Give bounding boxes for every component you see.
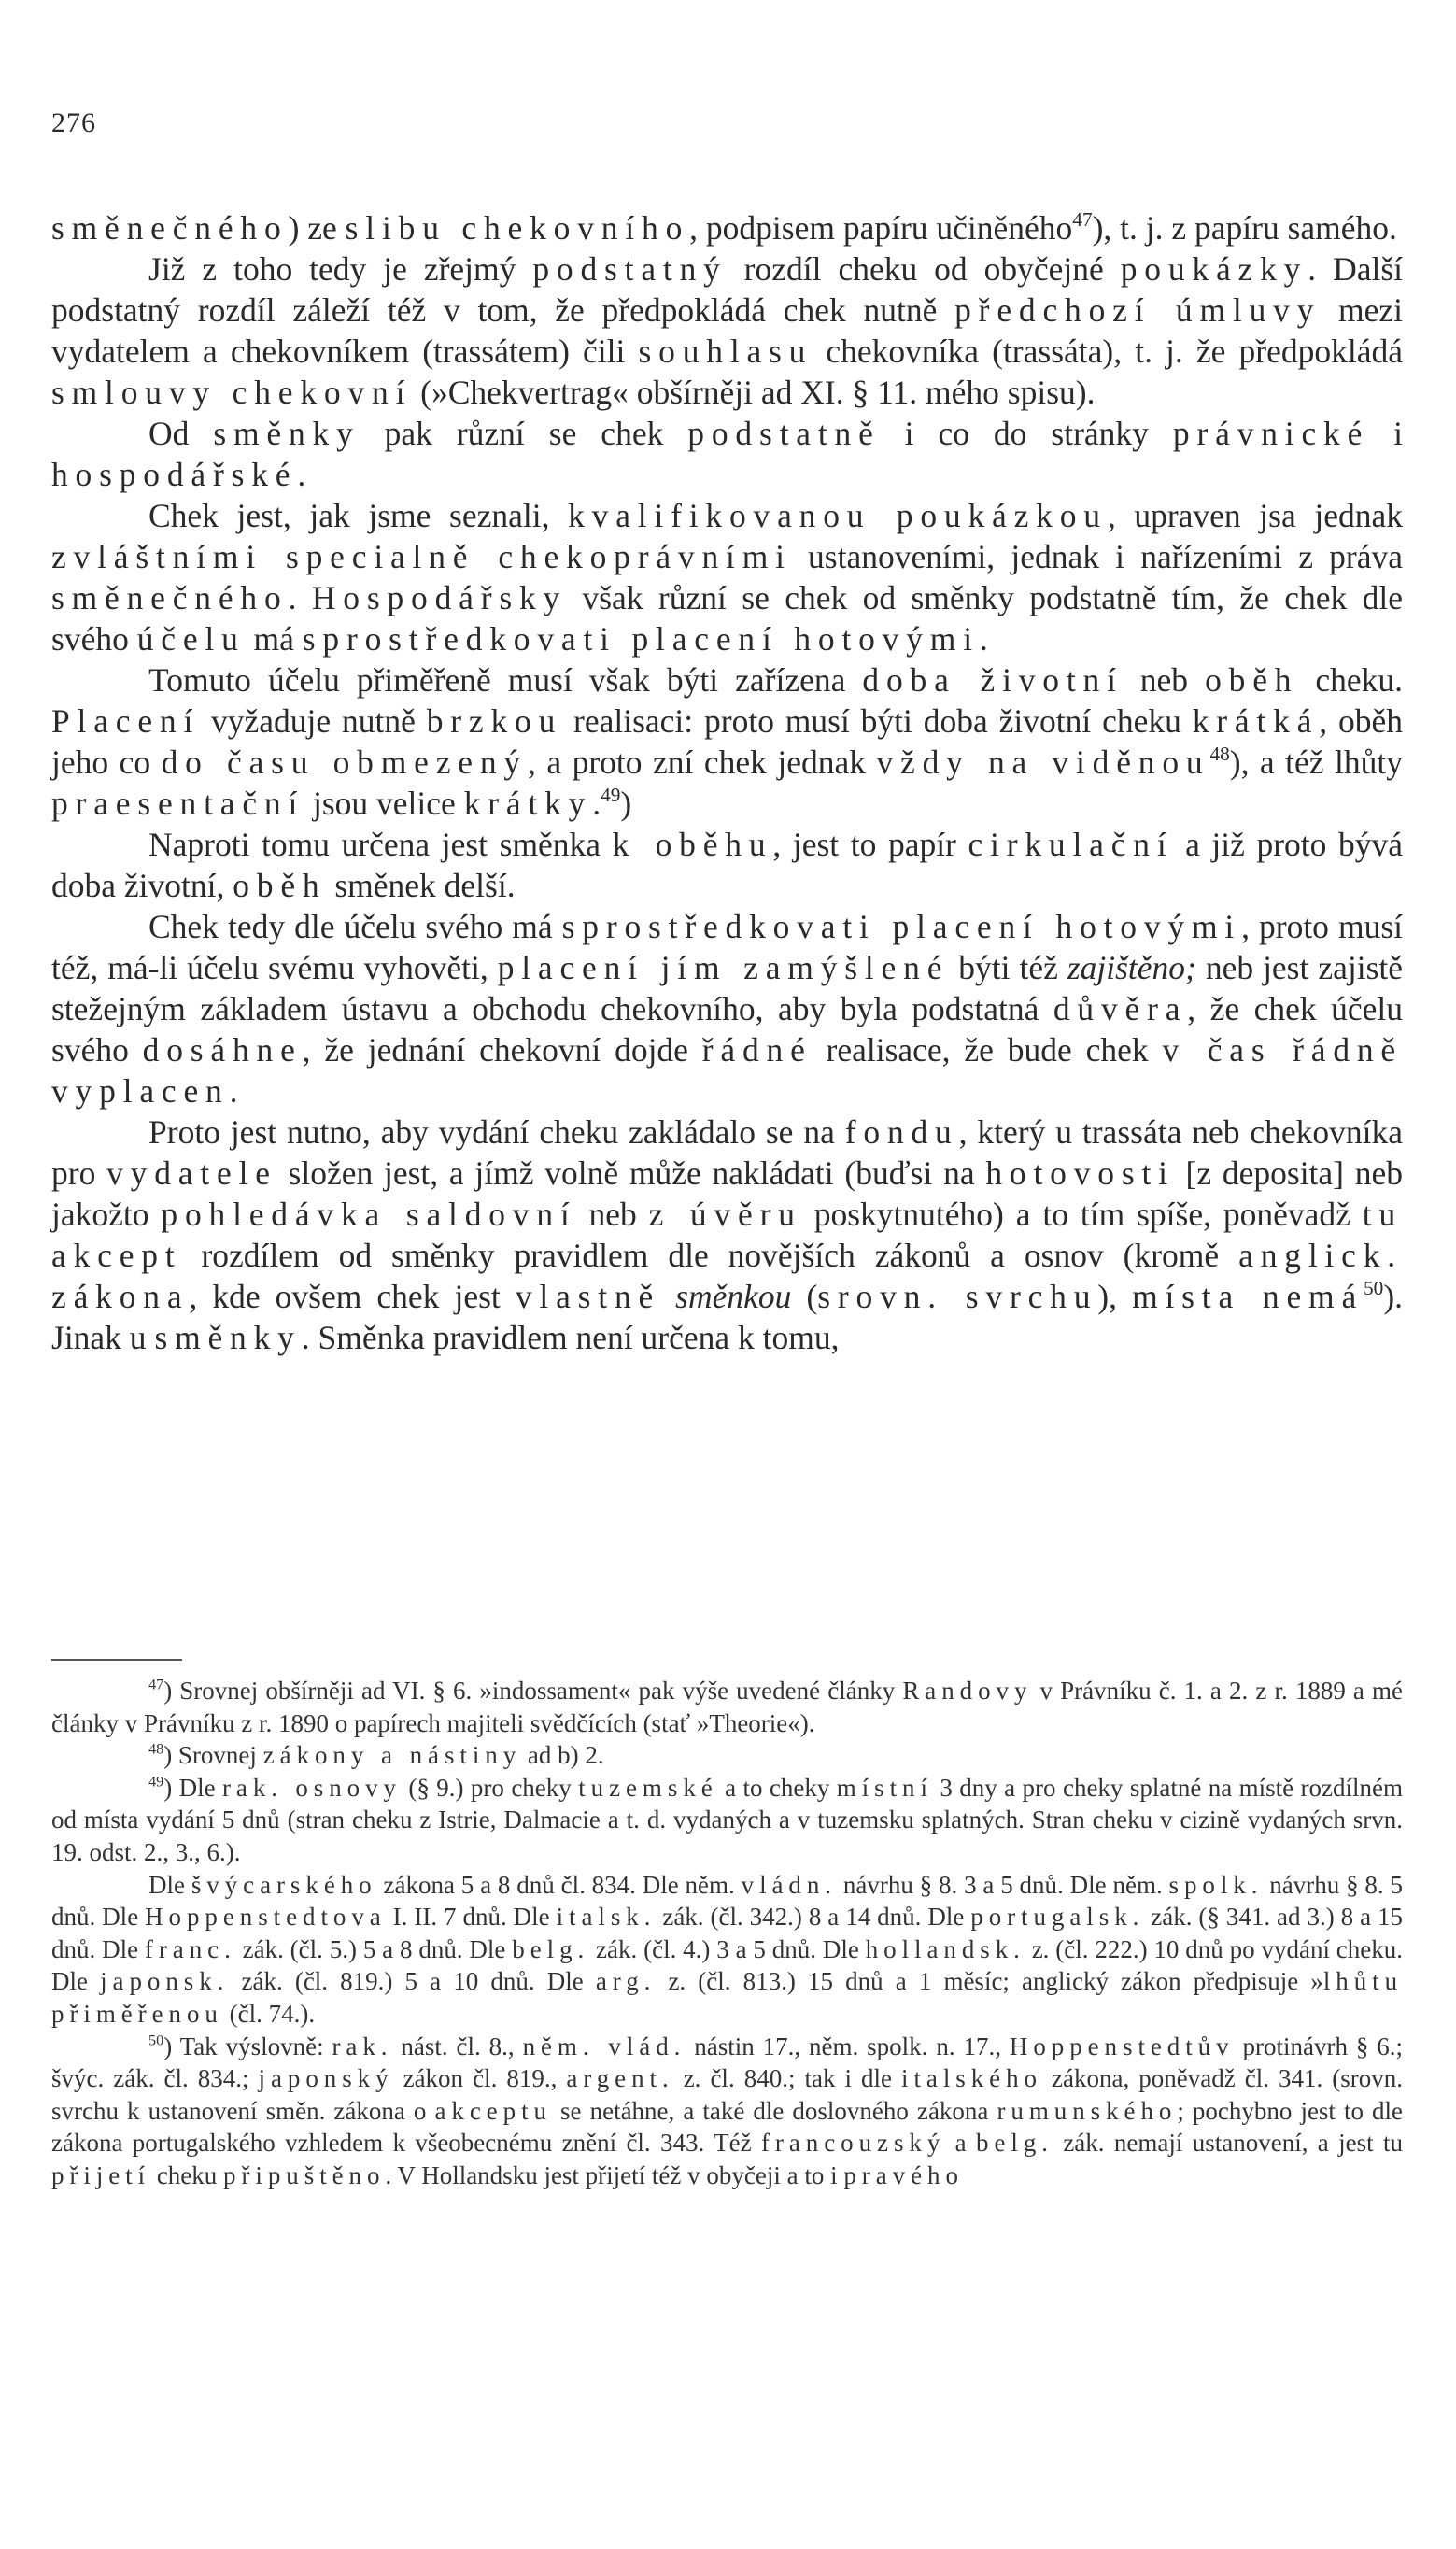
spaced-emphasis: fondu (844, 1113, 959, 1151)
spaced-emphasis: podstatný (532, 250, 728, 288)
spaced-emphasis: francouzský (761, 2129, 946, 2158)
spaced-emphasis: směnečného (51, 209, 289, 247)
text-run: chekovníka (trassáta), t. j. že předpokládá (813, 333, 1404, 370)
spaced-emphasis: poukázky (1120, 250, 1308, 288)
text-run: v Právníku č. 1. a 2. z r. 1889 a mé články v Právníku z r. 1890 o papírech majiteli svědčících (stať »Theorie«). (51, 1677, 1404, 1737)
spaced-emphasis: dosáhne (142, 1031, 303, 1069)
text-run: ) Srovnej (163, 1741, 263, 1770)
text-run: ustanoveními, jednak i nařízeními z práva (791, 538, 1404, 575)
text-run: cheku (150, 2160, 224, 2189)
spaced-emphasis: brzkou (426, 702, 563, 740)
text-run: (»Chekvertrag« obšírněji ad XI. § 11. mého spisu). (412, 374, 1096, 411)
paragraph (51, 413, 1403, 495)
spaced-emphasis: účelu (136, 620, 246, 658)
footnotes (51, 1675, 1403, 2192)
spaced-emphasis: podstatně (687, 415, 881, 452)
text-run: směnek delší. (326, 867, 516, 904)
spaced-emphasis: placení jím zamýšlené (497, 949, 950, 986)
text-run: realisace, že bude chek (812, 1031, 1163, 1069)
spaced-emphasis: spolk. (1168, 1870, 1264, 1899)
text-run: . (229, 1072, 238, 1110)
footnote-marker: 48 (148, 1740, 164, 1758)
page-number: 276 (51, 107, 96, 138)
spaced-emphasis: místa nemá (1132, 1278, 1364, 1315)
spaced-emphasis: rak. osnovy (221, 1773, 402, 1802)
text-run: . (979, 620, 988, 658)
text-run: mezi vydatelem a chekovníkem (trassátem) čili (51, 291, 1403, 370)
spaced-emphasis: slibu chekovního (345, 209, 690, 247)
spaced-emphasis: v čas řádně vyplacen (51, 1031, 1404, 1110)
text-run: . (297, 456, 306, 493)
footnote (51, 1675, 1403, 1739)
paragraph (51, 248, 1403, 413)
spaced-emphasis: směnečného (51, 579, 289, 616)
spaced-emphasis: hotovosti (985, 1154, 1175, 1192)
spaced-emphasis: řádné (701, 1031, 813, 1069)
text-run: z. čl. 840.; tak i dle (673, 2064, 902, 2093)
text-run: i co do stránky (880, 415, 1173, 452)
spaced-emphasis: zákony a nástiny (262, 1741, 522, 1770)
text-run: však různí se chek od směnky podstatně tím, že chek dle svého (51, 579, 1404, 658)
text-run: ). Jinak u (51, 1278, 1404, 1356)
text-run: návrhu § 8. 5 dnů. Dle (51, 1870, 1403, 1932)
spaced-emphasis: belg. (512, 1934, 590, 1963)
spaced-emphasis: oběh (233, 867, 327, 904)
spaced-emphasis: akceptu (434, 2096, 552, 2125)
spaced-emphasis: tu akcept (51, 1196, 1403, 1274)
text-run: ), (1097, 1278, 1133, 1315)
spaced-emphasis: do času obmezený (161, 743, 528, 781)
spaced-emphasis: k oběhu (612, 826, 773, 863)
text-run: zák. (čl. 342.) 8 a 14 dnů. Dle (656, 1903, 971, 1932)
spaced-emphasis: přijetí (51, 2160, 151, 2189)
spaced-emphasis: Hospodářsky (311, 579, 568, 616)
footnote (51, 2031, 1403, 2192)
text-run: [z deposita] neb jakožto (51, 1154, 1404, 1233)
text-run: , a proto zní chek jednak (527, 743, 877, 781)
text-run: I. II. 7 dnů. Dle (386, 1903, 557, 1932)
text-run: ( (791, 1278, 818, 1315)
text-run: ), a též lhůty (1229, 743, 1403, 781)
footnote-marker: 49 (148, 1773, 164, 1791)
footnote (51, 1772, 1403, 1869)
spaced-emphasis: praesentační (51, 785, 305, 822)
text-run: a (945, 2129, 977, 2158)
text-run: zák. (čl. 819.) 5 a 10 dnů. Dle (229, 1967, 596, 1996)
spaced-emphasis: směnky (213, 415, 360, 452)
text-run: , oběh jeho co (51, 702, 1403, 781)
text-run: ) Srovnej obšírněji ad VI. § 6. »indossament« pak výše uvedené články (163, 1677, 903, 1705)
spaced-emphasis: lhůtu přiměřenou (51, 1967, 1404, 2028)
spaced-emphasis: právnické (1172, 415, 1370, 452)
text-run: realisaci: proto musí býti doba životní cheku (562, 702, 1193, 740)
text-run: Chek tedy dle účelu svého má (148, 908, 562, 945)
spaced-emphasis: belg. (976, 2129, 1053, 2158)
text-run (660, 1278, 675, 1315)
text-run: nást. čl. 8., (392, 2032, 523, 2060)
text-run: zákona 5 a 8 dnů čl. 834. Dle něm. (376, 1870, 742, 1899)
text-run: rozdíl cheku od obyčejné (727, 250, 1121, 288)
text-run: , že chek účelu svého (51, 990, 1404, 1069)
text-run: Chek jest, jak jsme seznali, (148, 497, 569, 534)
spaced-emphasis: něm. vlád. (522, 2032, 686, 2060)
spaced-emphasis: švýcarského (191, 1870, 377, 1899)
text-run: z. (čl. 222.) 10 dnů po vydání cheku. Dle (51, 1934, 1404, 1996)
spaced-emphasis: sprostředkovati placení hotovými (302, 620, 980, 658)
text-run: , jest to papír (772, 826, 968, 863)
footnote (51, 1869, 1403, 2031)
spaced-emphasis: zvláštními specialně chekoprávními (51, 538, 792, 575)
spaced-emphasis: franc. (144, 1934, 236, 1963)
text-run: a již proto bývá doba životní, (51, 826, 1403, 904)
text-run: poskytnutého) a to tím spíše, poněvadž (801, 1196, 1363, 1233)
spaced-emphasis: srovn. svrchu (817, 1278, 1098, 1315)
text-run: . Směnka pravidlem není určena k tomu, (301, 1319, 840, 1356)
spaced-emphasis: rak. (332, 2032, 393, 2060)
text-run: býti též (949, 949, 1067, 986)
text-run: cheku. (1298, 661, 1404, 699)
text-run: rozdílem od směnky pravidlem dle novějších zákonů a osnov (kromě (181, 1237, 1239, 1274)
text-run: , kde ovšem chek jest (189, 1278, 516, 1315)
spaced-emphasis: japonsk. (100, 1967, 230, 1996)
text-run: Proto jest nutno, aby vydání cheku zakládalo se na (148, 1113, 845, 1151)
spaced-emphasis: směnky (154, 1319, 302, 1356)
text-run: ), t. j. z papíru samého. (1092, 209, 1397, 247)
footnote-separator (51, 1659, 182, 1661)
spaced-emphasis: místní (836, 1773, 933, 1802)
spaced-emphasis: anglick. zákona (51, 1237, 1403, 1315)
footnote-marker: 49 (601, 784, 621, 807)
spaced-emphasis: italsk. (556, 1903, 657, 1932)
spaced-emphasis: vždy na viděnou (876, 743, 1210, 781)
text-run: zák. (čl. 4.) 3 a 5 dnů. Dle (589, 1934, 866, 1963)
spaced-emphasis: Hoppenstedtův (1009, 2032, 1235, 2060)
spaced-emphasis: sprostředkovati placení hotovými (561, 908, 1242, 945)
text-run: (čl. 74.). (222, 1999, 316, 2028)
spaced-emphasis: smlouvy chekovní (51, 374, 413, 411)
text-run: z. (čl. 813.) 15 dnů a 1 měsíc; anglický zákon předpisuje » (656, 1967, 1323, 1996)
spaced-emphasis: doba životní (862, 661, 1124, 699)
text-run: . (288, 579, 312, 616)
text-run: zákon čl. 819., (393, 2064, 567, 2093)
text-run: , podpisem papíru učiněného (689, 209, 1073, 247)
paragraph (51, 1112, 1403, 1358)
text-run: neb jest zajistě stežejným základem ústavu a obchodu chekovního, aby byla podstatná (51, 949, 1404, 1027)
text-run: se netáhne, a také dle doslovného zákona (552, 2096, 997, 2125)
text-run: ) (620, 785, 632, 822)
text-run: neb (576, 1196, 649, 1233)
spaced-emphasis: italského (901, 2064, 1042, 2093)
text-run: . (592, 785, 601, 822)
text-run: má (245, 620, 303, 658)
paragraph (51, 824, 1403, 906)
text-run: protinávrh § 6.; švýc. zák. čl. 834.; (51, 2032, 1403, 2093)
text-run: nástin 17., něm. spolk. n. 17., (686, 2032, 1010, 2060)
text-run: zák. (čl. 5.) 5 a 8 dnů. Dle (235, 1934, 513, 1963)
spaced-emphasis: kvalifikovanou poukázkou (568, 497, 1108, 534)
main-text (51, 207, 1403, 1358)
text-run: Od (148, 415, 214, 452)
spaced-emphasis: rumunského (997, 2096, 1178, 2125)
spaced-emphasis: vydatele (106, 1154, 277, 1192)
text-run: , že jednání chekovní dojde (302, 1031, 702, 1069)
text-run: neb (1123, 661, 1206, 699)
text-run: složen jest, a jímž volně může nakládati (buďsi na (276, 1154, 986, 1192)
italic-emphasis: směnkou (675, 1278, 792, 1315)
spaced-emphasis: předchozí úmluvy (954, 291, 1322, 329)
spaced-emphasis: cirkulační (968, 826, 1174, 863)
spaced-emphasis: hollandsk. (865, 1934, 1025, 1963)
text-run: , proto musí též, má-li účelu svému vyhověti, (51, 908, 1403, 986)
text-run: návrhu § 8. 3 a 5 dnů. Dle něm. (837, 1870, 1169, 1899)
text-run: zákona, poněvadž čl. 341. (srovn. svrchu k ustanovení směn. zákona o (51, 2064, 1403, 2125)
spaced-emphasis: portugalsk. (970, 1903, 1145, 1932)
text-run: pak různí se chek (360, 415, 688, 452)
spaced-emphasis: arg. (595, 1967, 657, 1996)
spaced-emphasis: vládn. (741, 1870, 838, 1899)
text-run: zák. (§ 341. ad 3.) 8 a 15 dnů. Dle (51, 1903, 1403, 1963)
spaced-emphasis: japonský (258, 2064, 394, 2093)
footnote-marker: 47 (148, 1676, 164, 1693)
spaced-emphasis: vlastně (515, 1278, 661, 1315)
paragraph (51, 495, 1403, 659)
text-run: Dle (148, 1870, 191, 1899)
spaced-emphasis: oběh (1205, 661, 1299, 699)
spaced-emphasis: Randovy (902, 1677, 1033, 1705)
text-run: vyžaduje nutně (200, 702, 427, 740)
spaced-emphasis: z úvěru (648, 1196, 802, 1233)
footnote-marker: 48 (1209, 743, 1230, 766)
footnote-marker: 47 (1072, 208, 1093, 232)
text-run: ; pochybno jest to dle zákona portugalského vzhledem k všeobecnému znění čl. 343. Též (51, 2096, 1404, 2158)
paragraph (51, 906, 1403, 1112)
footnote-marker: 50 (148, 2032, 164, 2049)
spaced-emphasis: připuštěno (223, 2160, 386, 2189)
text-run: ) Dle (163, 1773, 222, 1802)
paragraph (51, 659, 1403, 824)
text-run: 3 dny a pro cheky splatné na místě rozdílném od místa vydání 5 dnů (stran cheku z Istrie, Dalmacie a t. d. vydaných a v tuzemsku splatných. Stran cheku v cizině vydaných srvn. 19. odst. 2., 3., 6.). (51, 1773, 1403, 1866)
spaced-emphasis: hospodářské (51, 456, 298, 493)
footnote-marker: 50 (1364, 1277, 1384, 1300)
text-run: ) Tak výslovně: (163, 2032, 332, 2060)
text-run: ad b) 2. (521, 1741, 604, 1770)
spaced-emphasis: důvěra (1053, 990, 1188, 1027)
spaced-emphasis: pohledávka saldovní (161, 1196, 577, 1233)
spaced-emphasis: pravého (843, 2160, 964, 2189)
paragraph (51, 207, 1403, 248)
spaced-emphasis: souhlasu (638, 333, 813, 370)
footnote (51, 1739, 1403, 1772)
spaced-emphasis: krátká (1192, 702, 1320, 740)
text-run: (§ 9.) pro cheky (401, 1773, 579, 1802)
text-run: zák. nemají ustanovení, a jest tu (1053, 2129, 1404, 2158)
spaced-emphasis: argent. (566, 2064, 674, 2093)
text-run: Již z toho tedy je zřejmý (148, 250, 533, 288)
spaced-emphasis: krátky (463, 785, 593, 822)
text-run: , upraven jsa jednak (1107, 497, 1403, 534)
italic-emphasis: zajištěno; (1067, 949, 1196, 986)
text-run: Naproti tomu určena jest směnka (148, 826, 613, 863)
text-run: . Další podstatný rozdíl záleží též v tom, že předpokládá chek nutně (51, 250, 1404, 329)
text-run: . V Hollandsku jest přijetí též v obyčeji a to i (385, 2160, 844, 2189)
text-run: Tomuto účelu přiměřeně musí však býti zařízena (148, 661, 863, 699)
text-run: i (1369, 415, 1403, 452)
text-run: jsou velice (304, 785, 464, 822)
text-run: ) ze (288, 209, 346, 247)
spaced-emphasis: tuzemské (578, 1773, 718, 1802)
text-run: a to cheky (717, 1773, 837, 1802)
spaced-emphasis: Hoppenstedtova (145, 1903, 387, 1932)
spaced-emphasis: Placení (51, 702, 201, 740)
text-run: , který u trassáta neb chekovníka pro (51, 1113, 1404, 1192)
